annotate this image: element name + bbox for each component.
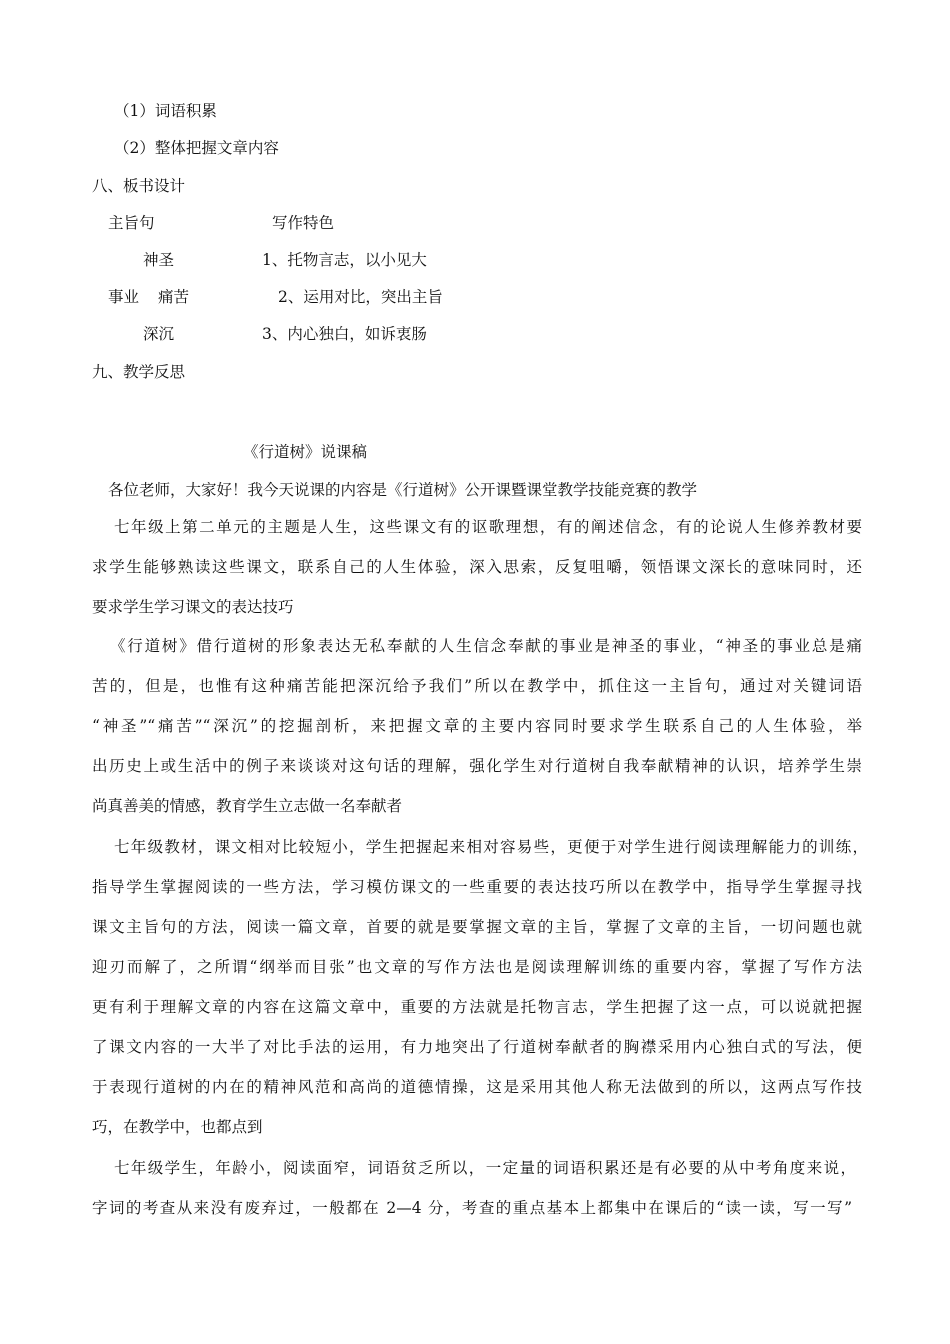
essay-title: 《行道树》说课稿 xyxy=(243,443,368,461)
paragraph-line: 《行道树》借行道树的形象表达无私奉献的人生信念奉献的事业是神圣的事业，“神圣的事业总是痛 xyxy=(110,637,862,655)
section-heading-reflection: 九、教学反思 xyxy=(92,363,186,381)
board-row3-left: 深沉 xyxy=(143,325,175,343)
paragraph-line: 指导学生掌握阅读的一些方法，学习模仿课文的一些重要的表达技巧所以在教学中，指导学生掌握寻找 xyxy=(92,878,862,896)
paragraph-line: 七年级上第二单元的主题是人生，这些课文有的讴歌理想，有的阐述信念，有的论说人生修养教材要 xyxy=(114,518,862,536)
section-heading-board-design: 八、板书设计 xyxy=(92,177,186,195)
board-row2-right: 2、运用对比，突出主旨 xyxy=(278,288,443,306)
board-header-features: 写作特色 xyxy=(272,214,335,232)
paragraph-line: 尚真善美的情感，教育学生立志做一名奉献者 xyxy=(92,797,403,815)
paragraph-line: 苦的，但是，也惟有这种痛苦能把深沉给予我们”所以在教学中，抓住这一主旨句，通过对关键词语 xyxy=(92,677,862,695)
essay-intro: 各位老师，大家好！我今天说课的内容是《行道树》公开课暨课堂教学技能竞赛的教学 xyxy=(108,481,698,499)
outline-item-content: （2）整体把握文章内容 xyxy=(114,139,279,157)
paragraph-line: 课文主旨句的方法，阅读一篇文章，首要的就是要掌握文章的主旨，掌握了文章的主旨，一切问题也就 xyxy=(92,918,862,936)
paragraph-line: 要求学生学习课文的表达技巧 xyxy=(92,598,294,616)
board-row1-right: 1、托物言志，以小见大 xyxy=(262,251,427,269)
board-header-theme: 主旨句 xyxy=(108,214,155,232)
paragraph-line: 迎刃而解了，之所谓“纲举而目张”也文章的写作方法也是阅读理解训练的重要内容，掌握了写作方法 xyxy=(92,958,862,976)
board-row2-left: 痛苦 xyxy=(158,288,190,306)
board-row3-right: 3、内心独白，如诉衷肠 xyxy=(262,325,427,343)
paragraph-line: 求学生能够熟读这些课文，联系自己的人生体验，深入思索，反复咀嚼，领悟课文深长的意味同时，还 xyxy=(92,558,862,576)
outline-item-vocabulary: （1）词语积累 xyxy=(114,102,217,120)
paragraph-line: 字词的考查从来没有废弃过，一般都在 2—4 分，考查的重点基本上都集中在课后的“读一读，写一写” xyxy=(92,1199,852,1217)
paragraph-line: 七年级教材，课文相对比较短小，学生把握起来相对容易些，更便于对学生进行阅读理解能力的训练， xyxy=(114,838,868,856)
paragraph-line: 更有利于理解文章的内容在这篇文章中，重要的方法就是托物言志，学生把握了这一点，可以说就把握 xyxy=(92,998,862,1016)
board-row2-prefix: 事业 xyxy=(108,288,140,306)
paragraph-line: 出历史上或生活中的例子来谈谈对这句话的理解，强化学生对行道树自我奉献精神的认识，培养学生崇 xyxy=(92,757,862,775)
paragraph-line: 巧，在教学中，也都点到 xyxy=(92,1118,263,1136)
paragraph-line: “神圣”“痛苦”“深沉”的挖掘剖析，来把握文章的主要内容同时要求学生联系自己的人生体验，举 xyxy=(92,717,862,735)
paragraph-line: 了课文内容的一大半了对比手法的运用，有力地突出了行道树奉献者的胸襟采用内心独白式的写法，便 xyxy=(92,1038,862,1056)
board-row1-left: 神圣 xyxy=(143,251,175,269)
paragraph-line: 于表现行道树的内在的精神风范和高尚的道德情操，这是采用其他人称无法做到的所以，这两点写作技 xyxy=(92,1078,862,1096)
paragraph-line: 七年级学生，年龄小，阅读面窄，词语贫乏所以，一定量的词语积累还是有必要的从中考角度来说， xyxy=(114,1159,856,1177)
